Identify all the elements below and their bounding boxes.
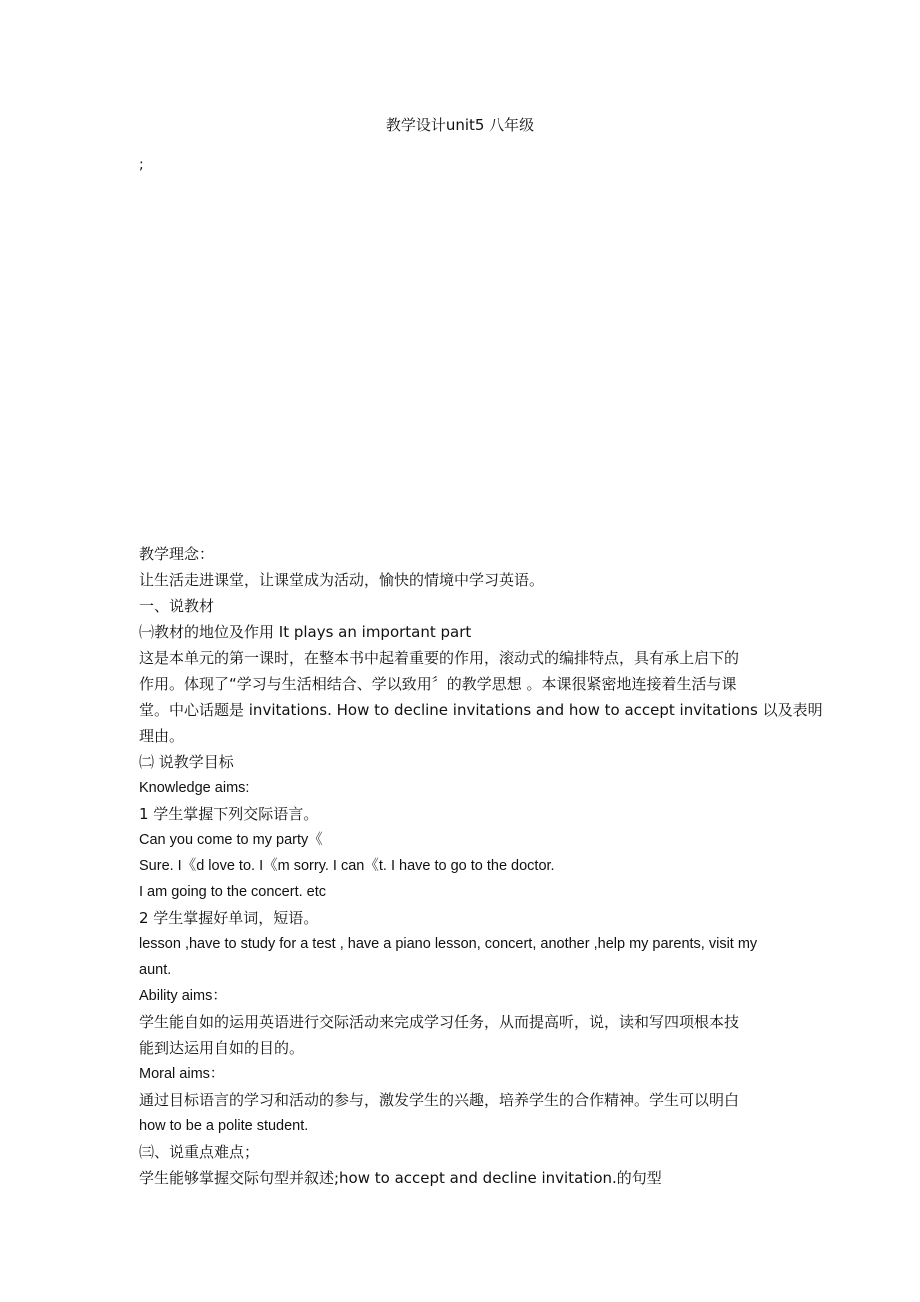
body-line: 让生活走进课堂，让课堂成为活动，愉快的情境中学习英语。 [139,571,545,589]
section-heading: 一、说教材 [139,597,215,615]
body-line: 教学理念： [139,545,215,563]
body-line: 通过目标语言的学习和活动的参与，激发学生的兴趣，培养学生的合作精神。学生可以明白 [139,1091,740,1109]
example-line: Sure. I《d love to. I《m sorry. I can《t. I have to go to the doctor. [139,858,555,874]
subsection-heading: ㈢、说重点难点； [139,1143,260,1161]
stray-semicolon: ; [139,157,144,173]
body-line: how to be a polite student. [139,1118,309,1134]
aims-heading: Ability aims： [139,988,227,1004]
body-line: 理由。 [139,727,185,745]
document-title: 教学设计unit5 八年级 [385,116,535,134]
aims-heading: Knowledge aims: [139,780,250,796]
subsection-heading: ㈠教材的地位及作用 It plays an important part [139,623,472,641]
aims-heading: Moral aims： [139,1066,225,1082]
body-line: 这是本单元的第一课时，在整本书中起着重要的作用，滚动式的编排特点，具有承上启下的 [139,649,740,667]
body-line: 1 学生掌握下列交际语言。 [139,805,319,823]
example-line: I am going to the concert. etc [139,884,326,900]
body-line: 作用。体现了“学习与生活相结合、学以致用〞的教学思想 。本课很紧密地连接着生活与课 [139,675,737,693]
vocabulary-line: lesson ,have to study for a test , have a piano lesson, concert, another ,help my parents, visit my [139,936,758,952]
vocabulary-line: aunt. [139,962,172,978]
body-line: 学生能自如的运用英语进行交际活动来完成学习任务，从而提高听，说，读和写四项根本技 [139,1013,740,1031]
body-line: 学生能够掌握交际句型并叙述;how to accept and decline invitation.的句型 [139,1169,662,1187]
document-body [139,541,823,1191]
body-line: 能到达运用自如的目的。 [139,1039,305,1057]
body-line: 堂。中心话题是 invitations. How to decline invitations and how to accept invitations 以及表明 [139,701,823,719]
example-line: Can you come to my party《 [139,832,323,848]
body-line: 2 学生掌握好单词，短语。 [139,909,319,927]
subsection-heading: ㈡ 说教学目标 [139,753,234,771]
